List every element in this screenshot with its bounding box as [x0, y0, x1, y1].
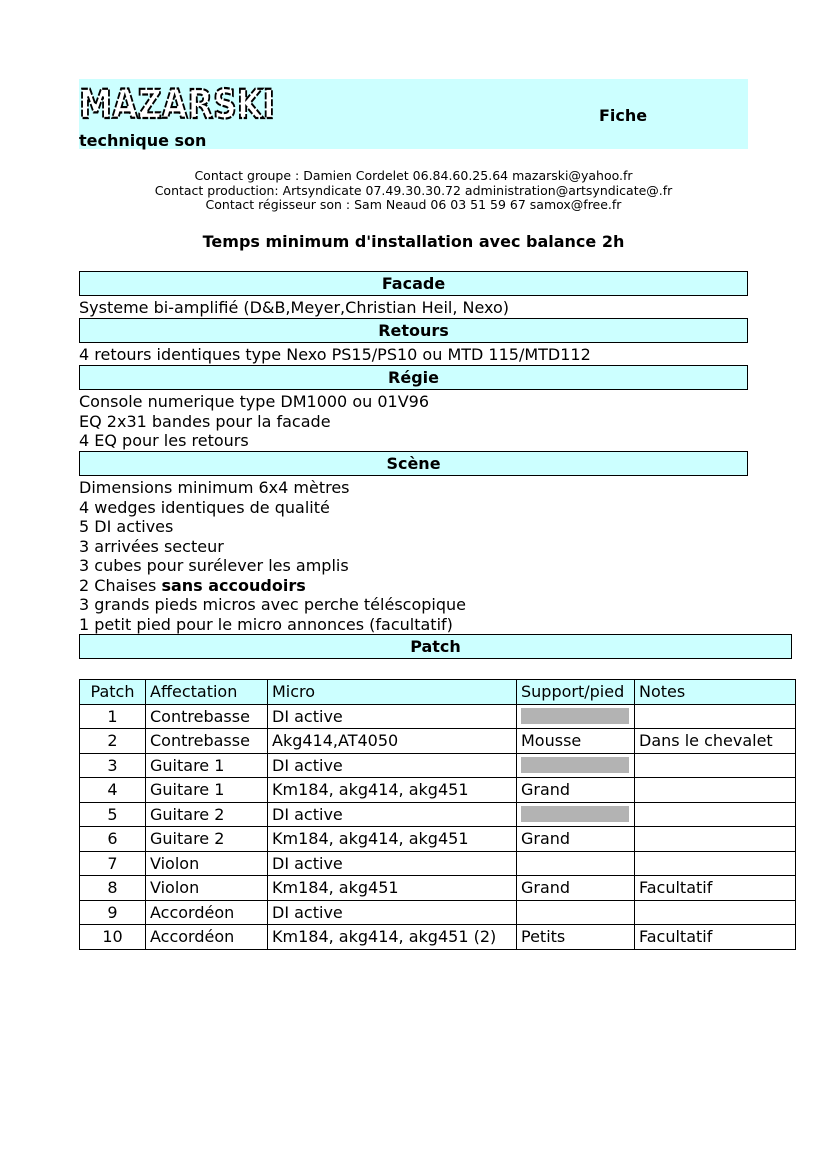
cell-affectation: Violon — [146, 876, 268, 901]
table-row — [80, 704, 796, 729]
grey-fill — [521, 708, 629, 724]
chairs-text: 2 Chaises — [79, 575, 162, 595]
section-regie-header: Régie — [79, 365, 748, 390]
cell-patch: 5 — [80, 802, 146, 827]
section-scene-header: Scène — [79, 451, 748, 476]
cell-support — [517, 704, 635, 729]
cell-notes: Facultatif — [635, 876, 796, 901]
title-fiche: Fiche — [599, 106, 648, 125]
facade-line: Systeme bi-amplifié (D&B,Meyer,Christian Heil, Nexo) — [79, 298, 510, 317]
scene-line: 3 arrivées secteur — [79, 536, 224, 556]
grey-fill — [521, 806, 629, 822]
svg-text:MAZARSKI: MAZARSKI — [79, 82, 275, 128]
header-support: Support/pied — [517, 680, 635, 705]
contacts-block — [79, 169, 748, 213]
cell-support: Grand — [517, 876, 635, 901]
patch-table — [79, 679, 796, 950]
cell-affectation: Guitare 2 — [146, 827, 268, 852]
contact-groupe: Contact groupe : Damien Cordelet 06.84.60.25.64 mazarski@yahoo.fr — [194, 168, 633, 183]
table-row — [80, 802, 796, 827]
cell-micro: Km184, akg414, akg451 — [268, 827, 517, 852]
regie-line: Console numerique type DM1000 ou 01V96 — [79, 392, 429, 411]
scene-line: 4 wedges identiques de qualité — [79, 497, 330, 517]
regie-line: EQ 2x31 bandes pour la facade — [79, 411, 331, 431]
cell-affectation: Accordéon — [146, 900, 268, 925]
scene-line: 3 grands pieds micros avec perche téléscopique — [79, 595, 466, 614]
cell-affectation: Contrebasse — [146, 704, 268, 729]
table-row — [80, 729, 796, 754]
cell-notes — [635, 753, 796, 778]
cell-patch: 9 — [80, 900, 146, 925]
table-row — [80, 753, 796, 778]
cell-patch: 6 — [80, 827, 146, 852]
cell-patch: 10 — [80, 925, 146, 950]
cell-micro: DI active — [268, 851, 517, 876]
scene-line-chairs — [79, 576, 306, 596]
cell-notes: Dans le chevalet — [635, 729, 796, 754]
cell-notes — [635, 851, 796, 876]
retours-line: 4 retours identiques type Nexo PS15/PS10 ou MTD 115/MTD112 — [79, 345, 591, 364]
patch-table-header-row — [80, 680, 796, 705]
cell-support: Grand — [517, 827, 635, 852]
cell-micro: Km184, akg451 — [268, 876, 517, 901]
install-time: Temps minimum d'installation avec balance 2h — [202, 232, 625, 251]
cell-micro: DI active — [268, 802, 517, 827]
table-row — [80, 876, 796, 901]
cell-micro: DI active — [268, 753, 517, 778]
header-notes: Notes — [635, 680, 796, 705]
cell-patch: 4 — [80, 778, 146, 803]
table-row — [80, 925, 796, 950]
table-row — [80, 851, 796, 876]
regie-line: 4 EQ pour les retours — [79, 431, 249, 450]
header-patch: Patch — [80, 680, 146, 705]
cell-affectation: Accordéon — [146, 925, 268, 950]
mazarski-logo — [79, 82, 275, 128]
cell-micro: Km184, akg414, akg451 (2) — [268, 925, 517, 950]
title-technique-son: technique son — [79, 131, 207, 150]
cell-support — [517, 753, 635, 778]
header-micro: Micro — [268, 680, 517, 705]
cell-micro: Km184, akg414, akg451 — [268, 778, 517, 803]
cell-patch: 3 — [80, 753, 146, 778]
cell-support — [517, 900, 635, 925]
scene-line: 3 cubes pour surélever les amplis — [79, 556, 349, 575]
cell-support: Grand — [517, 778, 635, 803]
cell-notes — [635, 900, 796, 925]
grey-fill — [521, 757, 629, 773]
cell-micro: DI active — [268, 900, 517, 925]
scene-line: 1 petit pied pour le micro annonces (facultatif) — [79, 614, 453, 634]
section-patch-header: Patch — [79, 634, 792, 659]
chairs-bold-text: sans accoudoirs — [161, 575, 306, 595]
cell-affectation: Guitare 1 — [146, 778, 268, 803]
contact-regisseur: Contact régisseur son : Sam Neaud 06 03 51 59 67 samox@free.fr — [205, 197, 622, 212]
cell-affectation: Guitare 2 — [146, 802, 268, 827]
table-row — [80, 778, 796, 803]
table-row — [80, 900, 796, 925]
cell-affectation: Violon — [146, 851, 268, 876]
table-row — [80, 827, 796, 852]
cell-micro: DI active — [268, 704, 517, 729]
section-facade-header: Facade — [79, 271, 748, 296]
cell-notes: Facultatif — [635, 925, 796, 950]
scene-line: 5 DI actives — [79, 517, 174, 536]
cell-support — [517, 802, 635, 827]
cell-notes — [635, 802, 796, 827]
cell-patch: 2 — [80, 729, 146, 754]
cell-affectation: Contrebasse — [146, 729, 268, 754]
cell-support: Mousse — [517, 729, 635, 754]
contact-production: Contact production: Artsyndicate 07.49.30.30.72 administration@artsyndicate@.fr — [154, 182, 673, 198]
cell-patch: 1 — [80, 704, 146, 729]
scene-line: Dimensions minimum 6x4 mètres — [79, 478, 350, 497]
cell-notes — [635, 827, 796, 852]
cell-micro: Akg414,AT4050 — [268, 729, 517, 754]
cell-patch: 8 — [80, 876, 146, 901]
cell-notes — [635, 704, 796, 729]
cell-notes — [635, 778, 796, 803]
section-retours-header: Retours — [79, 318, 748, 343]
cell-support: Petits — [517, 925, 635, 950]
cell-patch: 7 — [80, 851, 146, 876]
cell-support — [517, 851, 635, 876]
cell-affectation: Guitare 1 — [146, 753, 268, 778]
header-affectation: Affectation — [146, 680, 268, 705]
header-banner — [79, 79, 748, 149]
